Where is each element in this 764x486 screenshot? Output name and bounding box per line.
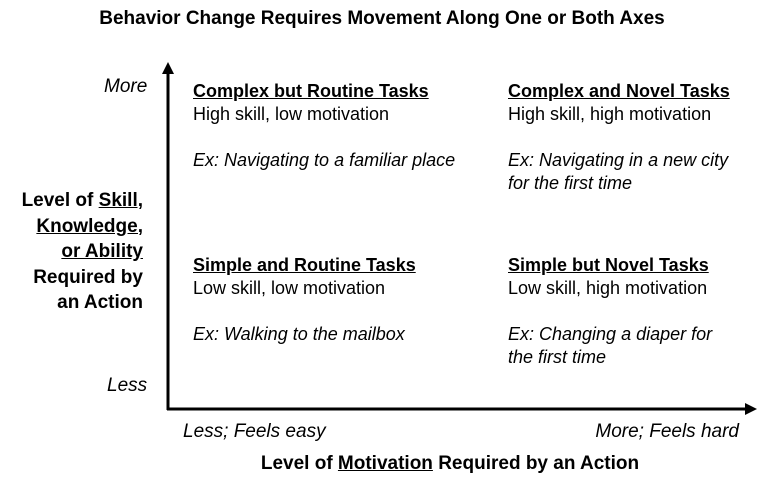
x-axis-arrow-icon: [745, 403, 757, 415]
quadrant-description: Low skill, high motivation: [508, 278, 708, 298]
x-axis-low-label: Less; Feels easy: [183, 421, 326, 442]
y-axis-title-underlined: Skill,: [98, 190, 143, 211]
y-axis-arrow-icon: [162, 62, 174, 74]
y-axis-title-line: an Action: [57, 292, 143, 313]
quadrant-bottom-right: [508, 254, 712, 369]
quadrant-example: Ex: Navigating to a familiar place: [193, 150, 456, 170]
x-axis-high-label: More; Feels hard: [595, 421, 739, 442]
quadrant-example: the first time: [508, 347, 607, 367]
quadrant-heading: Simple and Routine Tasks: [193, 255, 416, 275]
y-axis-title: [22, 188, 143, 316]
y-axis-title-line: Required by: [33, 266, 143, 288]
x-axis-title-prefix: Level of: [260, 453, 338, 474]
quadrant-example: for the first time: [508, 173, 633, 193]
quadrant-heading: Complex and Novel Tasks: [508, 81, 730, 101]
x-axis-title-suffix: Required by an Action: [432, 453, 640, 474]
quadrant-heading: Simple but Novel Tasks: [508, 255, 709, 275]
y-axis-low-label: Less: [107, 375, 148, 396]
quadrant-description: High skill, low motivation: [193, 104, 390, 124]
quadrant-example: Ex: Walking to the mailbox: [193, 324, 405, 344]
y-axis-high-label: More: [104, 76, 148, 97]
y-axis-title-prefix: Level of: [21, 190, 99, 211]
y-axis-title-underlined: Knowledge,: [36, 215, 143, 237]
quadrant-example: Ex: Navigating in a new city: [508, 150, 729, 170]
quadrant-top-left: [193, 80, 455, 172]
x-axis-title-underlined: Motivation: [337, 453, 433, 474]
quadrant-example: Ex: Changing a diaper for: [508, 324, 713, 344]
quadrant-bottom-left: [193, 254, 416, 346]
x-axis-title: [0, 453, 764, 475]
quadrant-top-right: [508, 80, 730, 195]
quadrant-heading: Complex but Routine Tasks: [193, 81, 429, 101]
quadrant-description: Low skill, low motivation: [193, 278, 386, 298]
quadrant-description: High skill, high motivation: [508, 104, 712, 124]
diagram-title: Behavior Change Requires Movement Along One or Both Axes: [99, 8, 665, 29]
y-axis-title-underlined: or Ability: [61, 241, 143, 262]
